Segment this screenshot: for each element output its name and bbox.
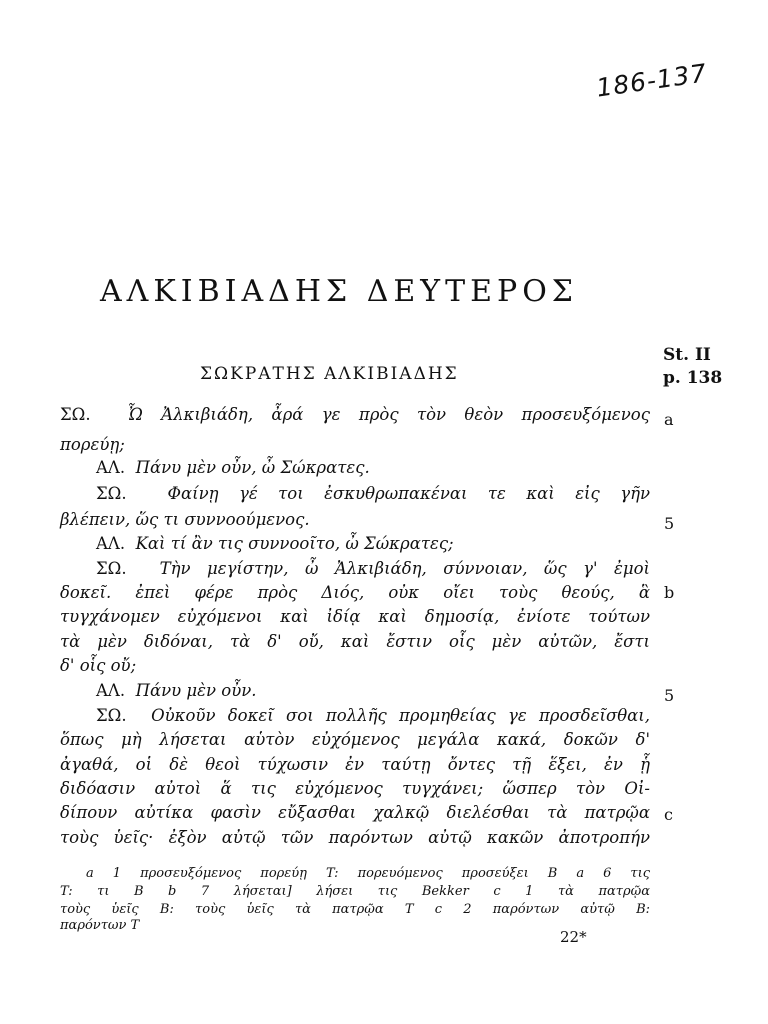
- line-text: Φαίνῃ γέ τοι ἐσκυθρωπακέναι τε καὶ εἰς γῆν: [167, 484, 650, 503]
- text-line: [96, 484, 650, 503]
- margin-line-number: 5: [664, 514, 675, 533]
- line-text: δοκεῖ. ἐπεὶ φέρε πρὸς Διός, οὐκ οἴει τοὺς θεούς, ἃ: [60, 583, 650, 602]
- line-text: Ὦ Ἀλκιβιάδη, ἆρά γε πρὸς τὸν θεὸν προσευξόμενος: [127, 405, 650, 424]
- stephanus-volume: St. II: [663, 345, 711, 365]
- line-text: διδόασιν αὐτοὶ ἅ τις εὐχόμενος τυγχάνει; ὥσπερ τὸν Οἰ-: [60, 779, 650, 798]
- text-line: [96, 706, 650, 725]
- text-line: [96, 559, 650, 578]
- line-text: ὅπως μὴ λήσεται αὑτὸν εὐχόμενος μεγάλα κακά, δοκῶν δ': [60, 730, 650, 749]
- apparatus-line: παρόντων T: [60, 918, 140, 933]
- speaker-tag: ΣΩ.: [96, 484, 127, 503]
- text-line: [60, 755, 650, 774]
- text-line: [60, 607, 650, 626]
- apparatus-line: a 1 προσευξόμενος πορεύῃ T: πορευόμενος προσεύξει B a 6 τις: [86, 866, 650, 881]
- line-text: βλέπειν, ὥς τι συννοούμενος.: [60, 510, 310, 529]
- line-text: Πάνυ μὲν οὖν, ὦ Σώκρατες.: [135, 458, 370, 477]
- line-text: Τὴν μεγίστην, ὦ Ἀλκιβιάδη, σύννοιαν, ὥς γ' ἐμοὶ: [159, 559, 650, 578]
- speaker-tag: ΣΩ.: [96, 706, 127, 725]
- dramatis-personae: ΣΩΚΡΑΤΗΣ ΑΛΚΙΒΙΑΔΗΣ: [200, 364, 459, 384]
- line-text: δ' οἷς οὔ;: [60, 656, 137, 675]
- document-title: ΑΛΚΙΒΙΑΔΗΣ ΔΕΥΤΕΡΟΣ: [100, 274, 578, 309]
- page-number: 22*: [560, 928, 587, 946]
- text-line: [96, 534, 454, 553]
- text-line: [60, 632, 650, 651]
- text-line: [60, 583, 650, 602]
- text-line: [60, 730, 650, 749]
- line-text: δίπουν αὐτίκα φασὶν εὔξασθαι χαλκῷ διελέσθαι τὰ πατρῷα: [60, 803, 650, 822]
- text-line: [60, 779, 650, 798]
- apparatus-line: τοὺς ὑεῖς B: τοὺς ὑεῖς τὰ πατρῷα T c 2 παρόντων αὐτῷ B:: [60, 902, 650, 917]
- stephanus-page: p. 138: [663, 368, 723, 388]
- margin-marker-a: a: [664, 410, 674, 429]
- speaker-tag: ΑΛ.: [96, 681, 126, 700]
- speaker-tag: ΑΛ.: [96, 458, 126, 477]
- speaker-tag: ΣΩ.: [60, 405, 91, 424]
- text-line: [96, 458, 370, 477]
- speaker-tag: ΣΩ.: [96, 559, 127, 578]
- text-line: [60, 435, 125, 454]
- margin-marker-c: c: [664, 805, 673, 824]
- line-text: Καὶ τί ἂν τις συννοοῖτο, ὦ Σώκρατες;: [135, 534, 454, 553]
- line-text: τοὺς ὑεῖς· ἐξὸν αὐτῷ τῶν παρόντων αὐτῷ κακῶν ἀποτροπήν: [60, 828, 650, 847]
- margin-line-number: 5: [664, 686, 675, 705]
- text-line: [60, 828, 650, 847]
- line-text: πορεύῃ;: [60, 435, 125, 454]
- line-text: ἀγαθά, οἱ δὲ θεοὶ τύχωσιν ἐν ταύτῃ ὄντες τῇ ἕξει, ἐν ᾗ: [60, 755, 650, 774]
- line-text: τὰ μὲν διδόναι, τὰ δ' οὔ, καὶ ἔστιν οἷς μὲν αὐτῶν, ἔστι: [60, 632, 650, 651]
- apparatus-line: T: τι B b 7 λήσεται] λήσει τις Bekker c 1 τὰ πατρῷα: [60, 884, 650, 899]
- line-text: Πάνυ μὲν οὖν.: [135, 681, 257, 700]
- speaker-tag: ΑΛ.: [96, 534, 126, 553]
- text-line: [60, 510, 310, 529]
- margin-marker-b: b: [664, 583, 675, 602]
- stephanus-reference: [663, 344, 722, 390]
- text-line: [60, 656, 136, 675]
- text-line: [60, 405, 650, 424]
- line-text: Οὐκοῦν δοκεῖ σοι πολλῆς προμηθείας γε προσδεῖσθαι,: [151, 706, 650, 725]
- line-text: τυγχάνομεν εὐχόμενοι καὶ ἰδίᾳ καὶ δημοσίᾳ, ἐνίοτε τούτων: [60, 607, 650, 626]
- text-line: [60, 803, 650, 822]
- text-line: [96, 681, 257, 700]
- handwritten-note: 186-137: [594, 58, 709, 103]
